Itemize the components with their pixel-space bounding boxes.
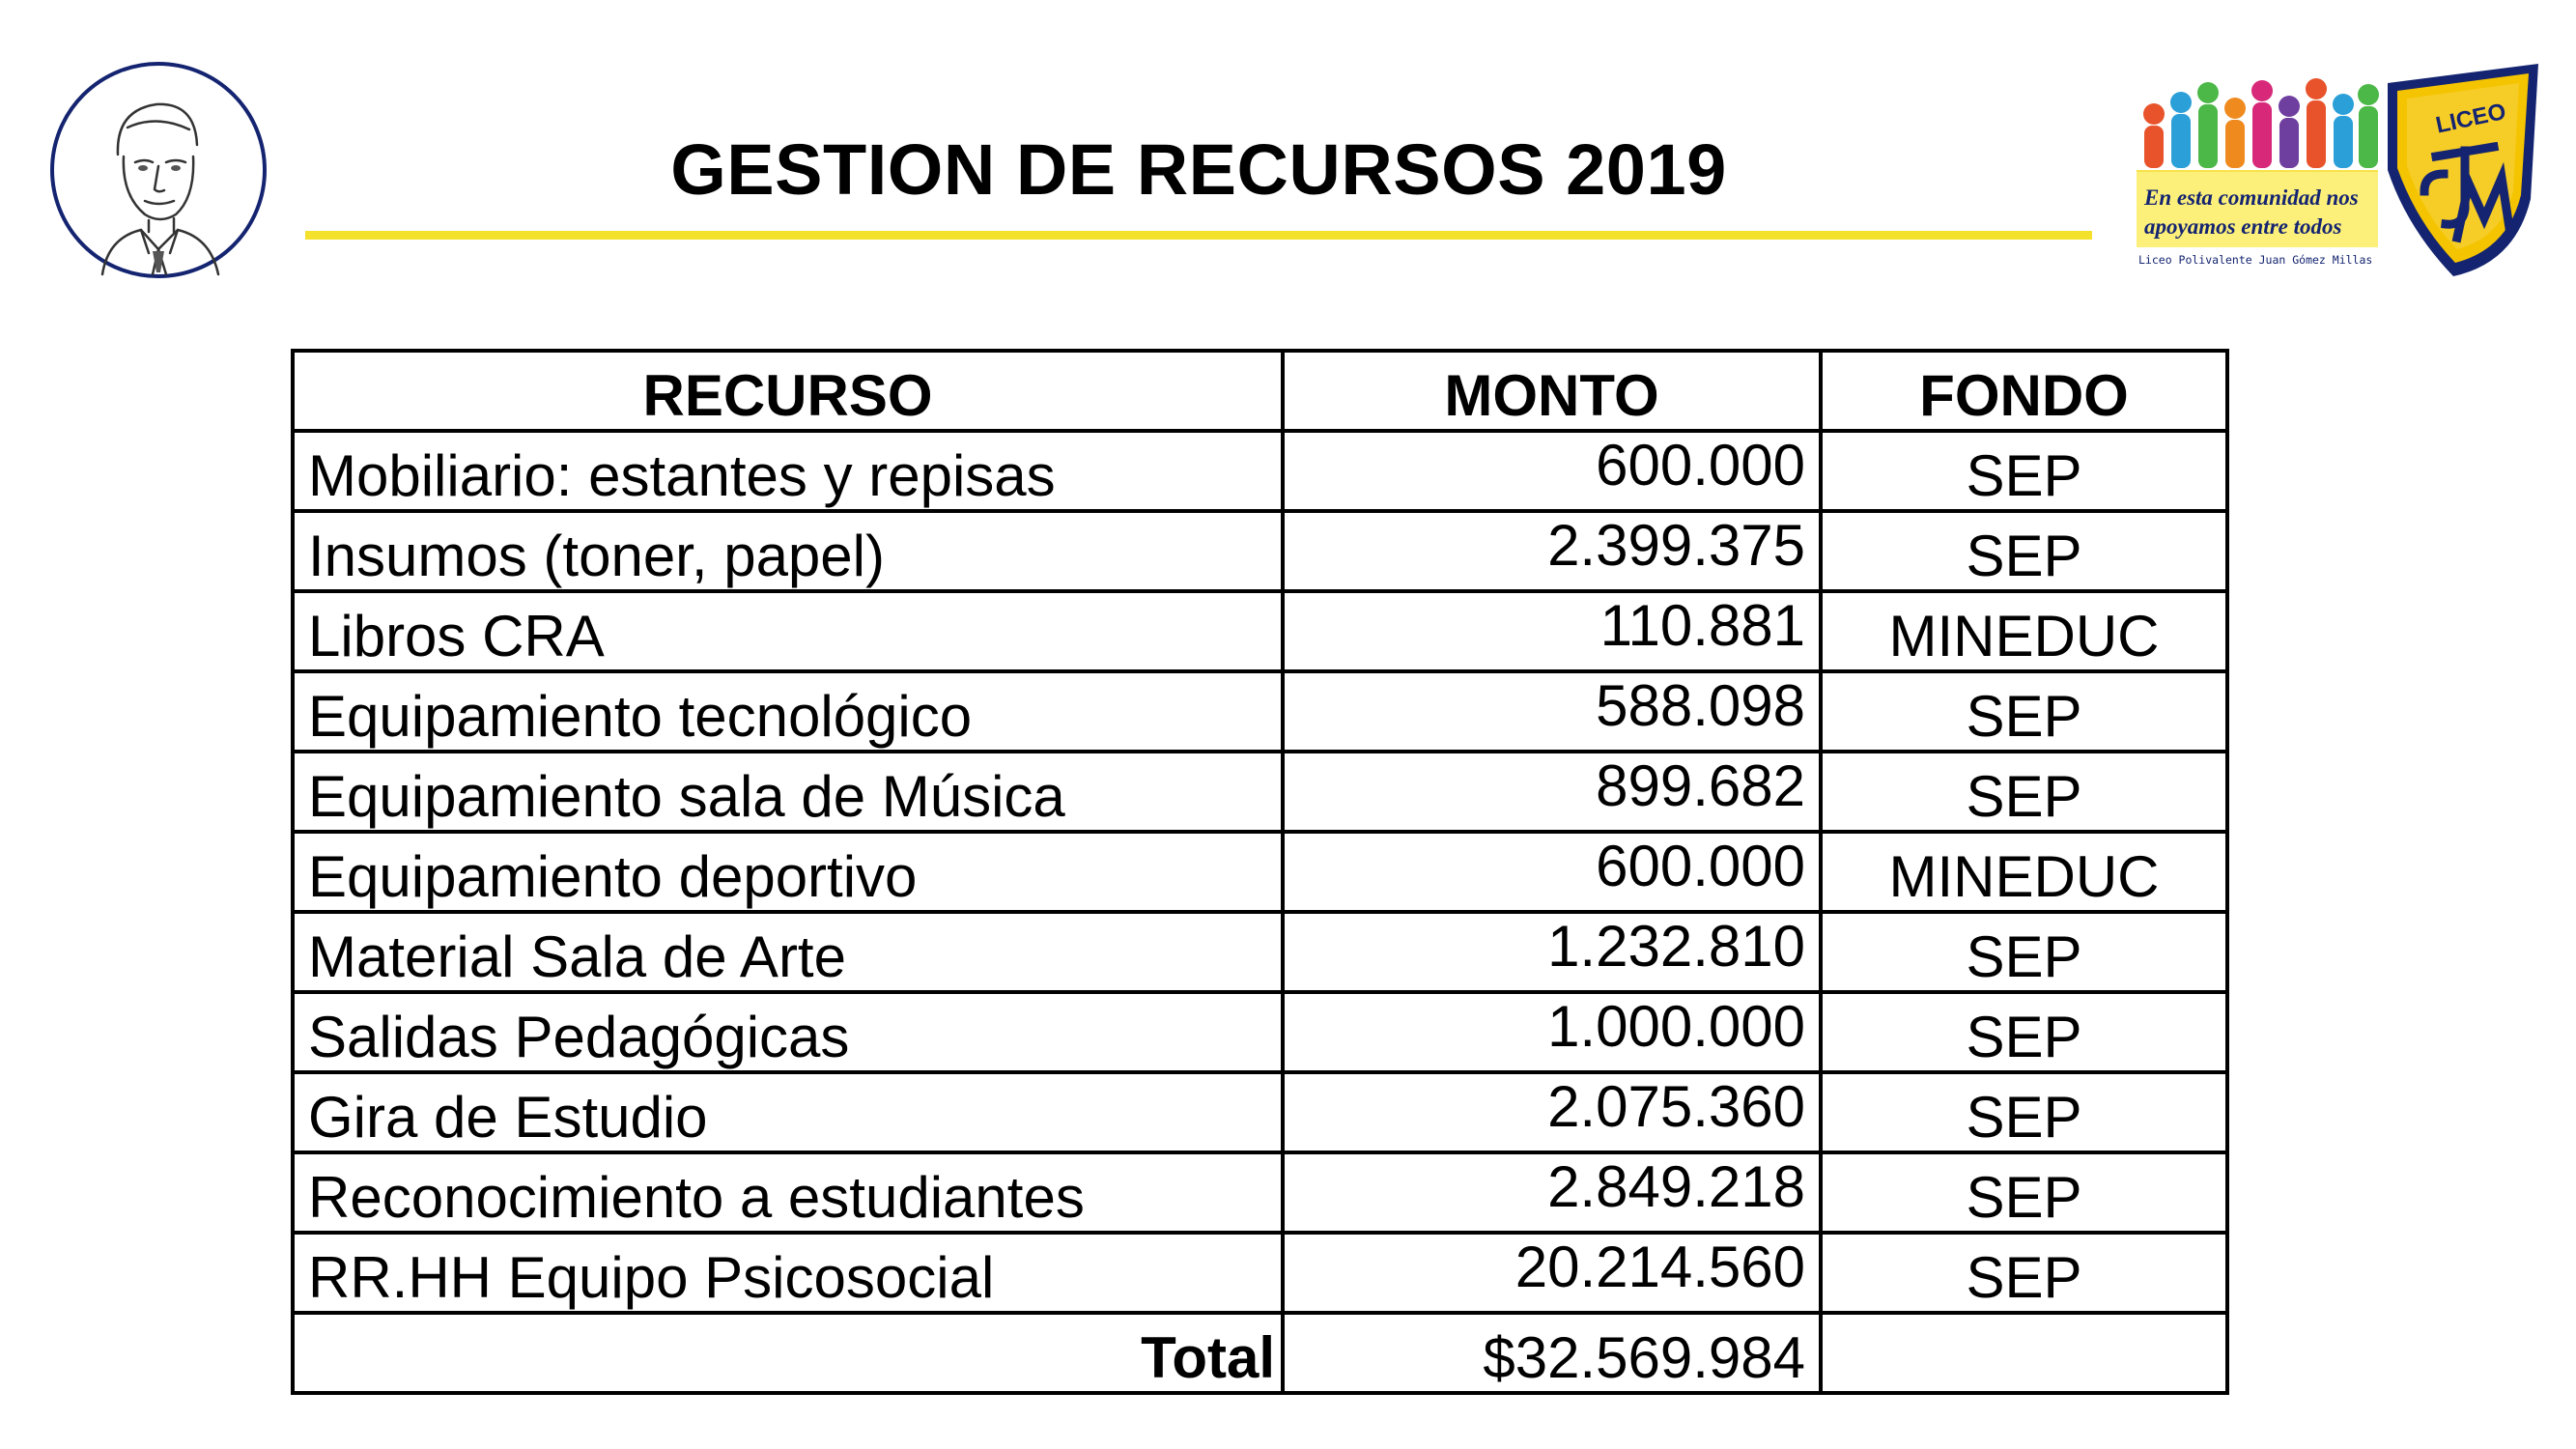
cell-recurso: Equipamiento sala de Música [293,752,1283,832]
cell-fondo: SEP [1821,511,2227,591]
cell-monto: 600.000 [1283,431,1821,511]
cell-recurso: Equipamiento tecnológico [293,671,1283,752]
table-row [293,591,2227,671]
school-shield-icon [2388,64,2538,276]
logo-slogan-line2: apoyamos entre todos [2144,214,2342,239]
table-row [293,832,2227,912]
cell-fondo: SEP [1821,671,2227,752]
cell-monto: 899.682 [1283,752,1821,832]
cell-monto: 600.000 [1283,832,1821,912]
cell-recurso: Gira de Estudio [293,1072,1283,1152]
table-row [293,1233,2227,1313]
cell-fondo: SEP [1821,431,2227,511]
header-monto: MONTO [1283,351,1821,431]
cell-recurso: Salidas Pedagógicas [293,992,1283,1072]
header-fondo: FONDO [1821,351,2227,431]
cell-recurso: Material Sala de Arte [293,912,1283,992]
resources-table [291,349,2229,1395]
school-logo [2135,64,2545,278]
table-row [293,1072,2227,1152]
cell-recurso: Reconocimiento a estudiantes [293,1152,1283,1233]
cell-fondo: SEP [1821,752,2227,832]
cell-monto: 20.214.560 [1283,1233,1821,1313]
cell-recurso: Mobiliario: estantes y repisas [293,431,1283,511]
cell-fondo: SEP [1821,1072,2227,1152]
cell-monto: 2.399.375 [1283,511,1821,591]
table-row [293,431,2227,511]
cell-recurso: Equipamiento deportivo [293,832,1283,912]
cell-fondo: SEP [1821,992,2227,1072]
logo-school-name: Liceo Polivalente Juan Gómez Millas [2138,253,2373,267]
logo-slogan-line1: En esta comunidad nos [2144,185,2359,210]
total-fondo-empty [1821,1313,2227,1393]
cell-recurso: Libros CRA [293,591,1283,671]
cell-monto: 2.075.360 [1283,1072,1821,1152]
table-row [293,1152,2227,1233]
cell-monto: 588.098 [1283,671,1821,752]
cell-recurso: Insumos (toner, papel) [293,511,1283,591]
cell-monto: 110.881 [1283,591,1821,671]
cell-monto: 1.000.000 [1283,992,1821,1072]
title-underline [305,231,2092,240]
cell-fondo: MINEDUC [1821,832,2227,912]
logo-shield-text: LICEO [2433,98,2508,139]
cell-fondo: MINEDUC [1821,591,2227,671]
cell-fondo: SEP [1821,1152,2227,1233]
cell-fondo: SEP [1821,1233,2227,1313]
cell-monto: 2.849.218 [1283,1152,1821,1233]
header-recurso: RECURSO [293,351,1283,431]
page-title: GESTION DE RECURSOS 2019 [670,129,1727,210]
table-row [293,992,2227,1072]
total-label: Total [293,1313,1283,1393]
cell-fondo: SEP [1821,912,2227,992]
table-row [293,511,2227,591]
table-row [293,752,2227,832]
founder-portrait-logo [48,60,269,280]
table-row [293,671,2227,752]
cell-recurso: RR.HH Equipo Psicosocial [293,1233,1283,1313]
cell-monto: 1.232.810 [1283,912,1821,992]
total-value: $32.569.984 [1283,1313,1821,1393]
total-row [293,1313,2227,1393]
table-row [293,912,2227,992]
table-header-row [293,351,2227,431]
